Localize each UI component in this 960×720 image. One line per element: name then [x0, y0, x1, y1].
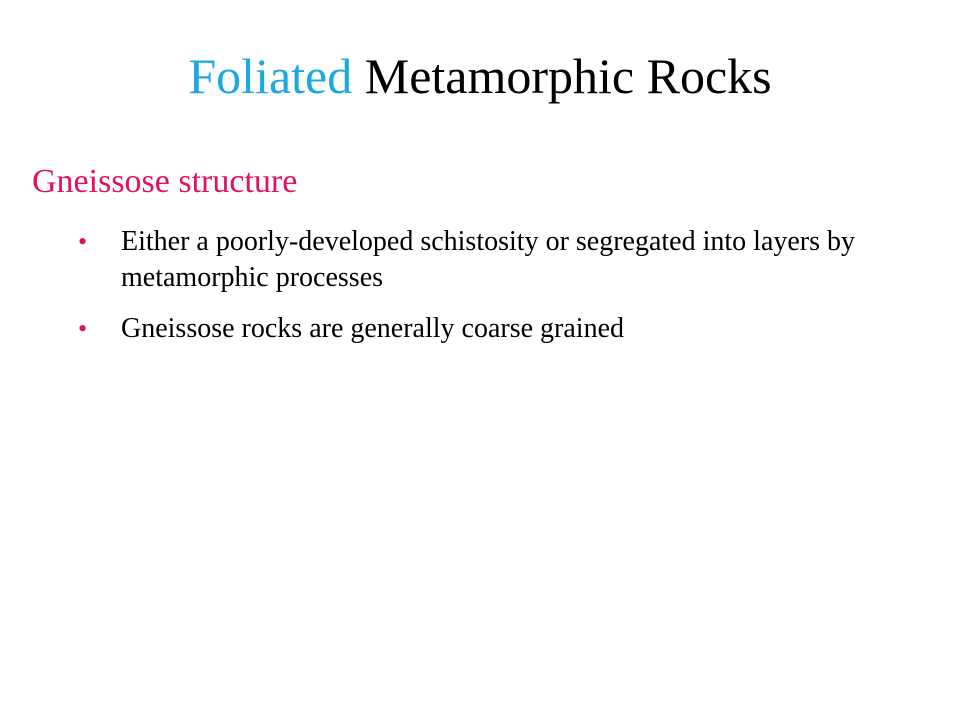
- title-rest: Metamorphic Rocks: [364, 48, 772, 104]
- bullet-item: [78, 311, 898, 347]
- bullet-list: [78, 224, 898, 362]
- title-accent-word: Foliated: [188, 48, 353, 104]
- bullet-icon: •: [78, 227, 88, 256]
- bullet-text: Gneissose rocks are generally coarse grained: [121, 313, 625, 344]
- bullet-item: [78, 224, 898, 296]
- bullet-text: Either a poorly-developed schistosity or segregated into layers by metamorphic processes: [121, 226, 856, 293]
- slide-title: [0, 40, 960, 112]
- section-heading: Gneissose structure: [32, 163, 298, 200]
- bullet-icon: •: [78, 314, 88, 343]
